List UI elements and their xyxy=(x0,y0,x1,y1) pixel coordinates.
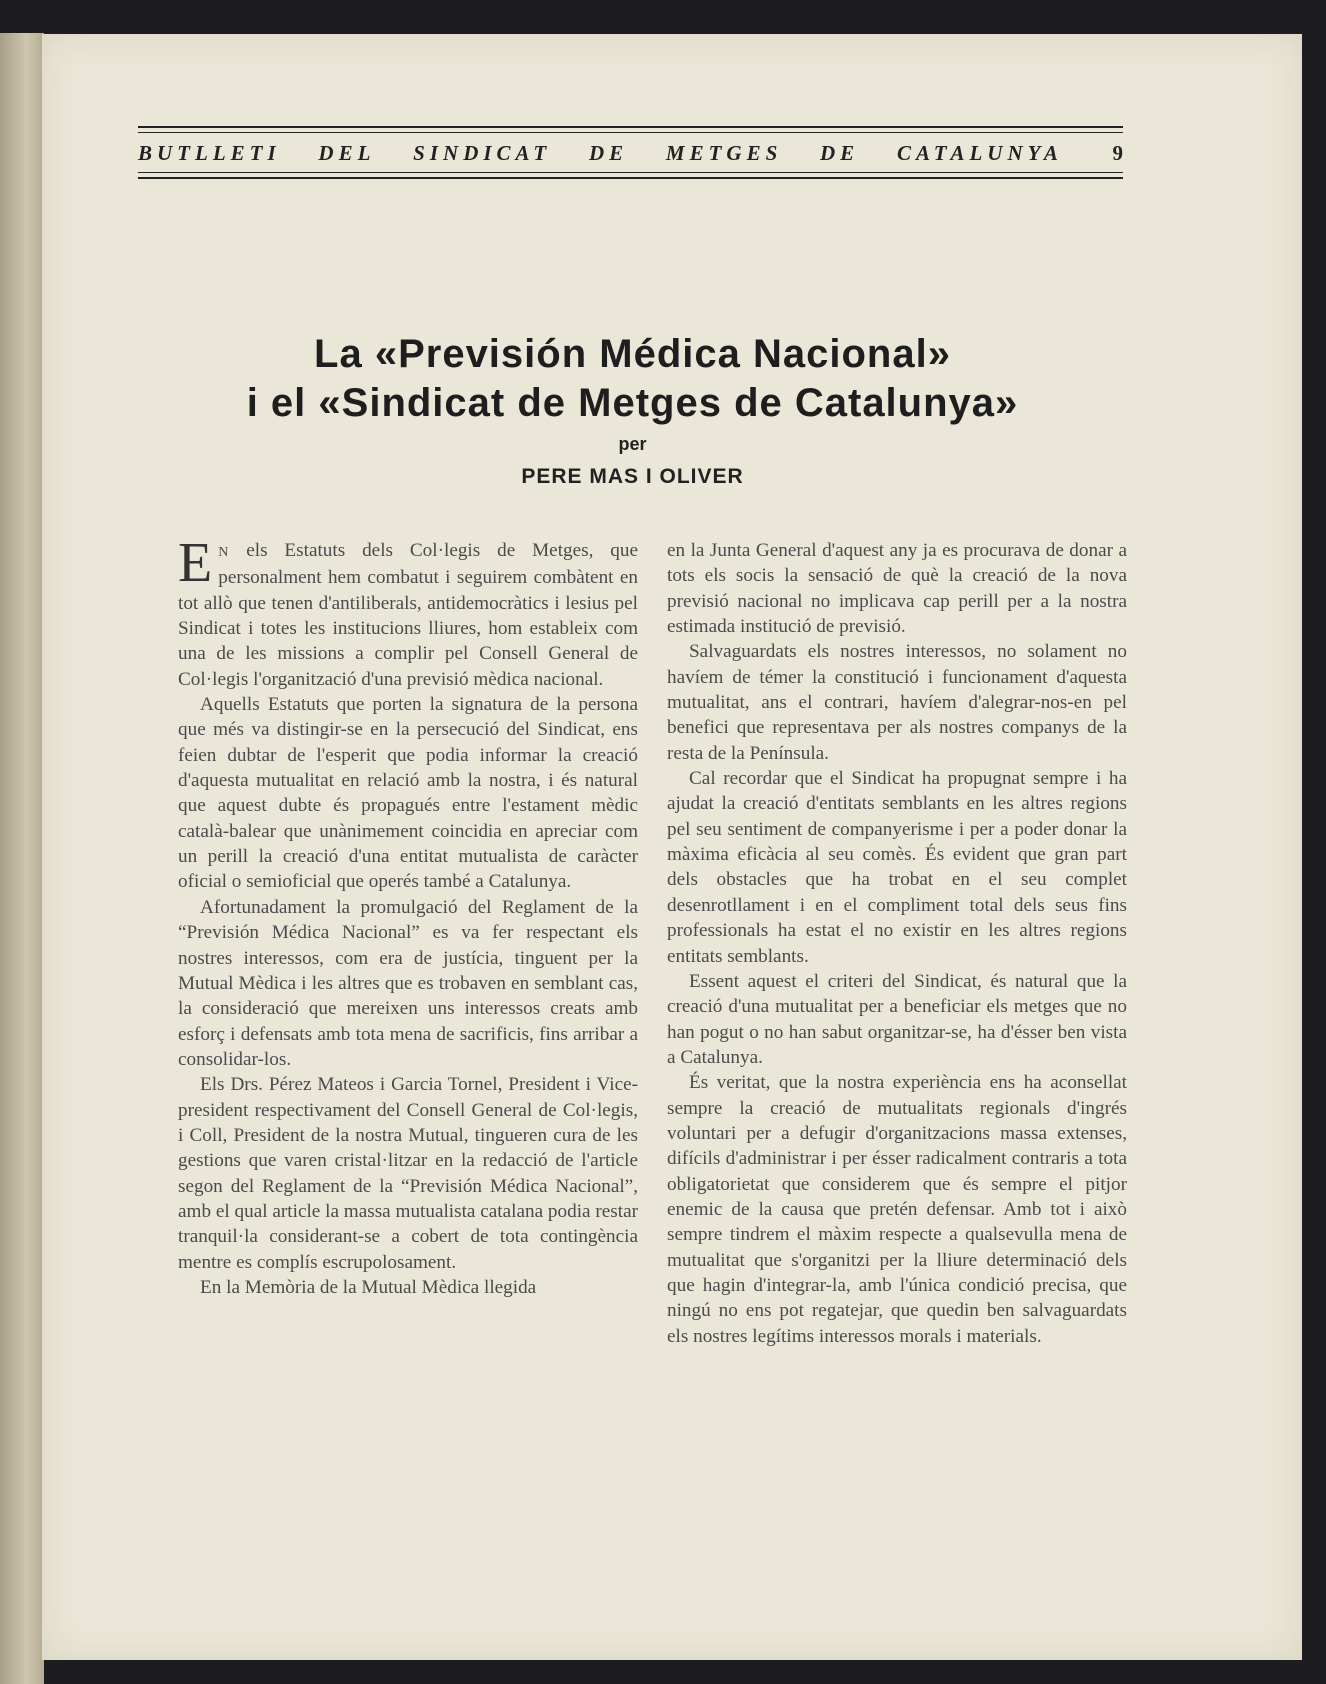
byline-per: per xyxy=(618,434,647,454)
paragraph: És veritat, que la nostra experiència ens ha aconsellat sempre la creació de mutualitats regionals d'ingrés voluntari per a defugir d'organitzacions massa extenses, difícils d'administrar i per ésser radicalment contraris a tota obligatorietat que considerem que és sempre el pitjor enemic de la causa que pretén defensar. Amb tot i això sempre tindrem el màxim respecte a qualsevulla mena de mutualitat que s'organitzi per la lliure determinació dels que hagin d'integrar-la, amb l'única condició precisa, que ningú no ens pot regatejar, que quedin ben salvaguardats els nostres legítims interessos morals i materials. xyxy=(667,1072,1127,1347)
paragraph: en la Junta General d'aquest any ja es procurava de donar a tots els socis la sensació de què la creació de la nova previsió nacional no implicava cap perill per a la nostra estimada institució de previsió. xyxy=(667,540,1127,638)
journal-word: DEL xyxy=(318,140,376,165)
paragraph: Cal recordar que el Sindicat ha propugnat sempre i ha ajudat la creació d'entitats semblants en les altres regions pel seu sentiment de companyerisme i per a poder donar la màxima eficàcia al seu comès. És evident que gran part dels obstacles que ha trobat en el seu complet desenrotllament i en el compliment total dels seus fins professionals ha estat el no existir en les altres regions entitats semblants. xyxy=(667,768,1127,967)
left-column xyxy=(178,532,638,1300)
paragraph: Aquells Estatuts que porten la signatura de la persona que més va distingir-se en la persecució del Sindicat, ens feien dubtar de l'esperit que podia informar la creació d'aquesta mutualitat en relació amb la nostra, i és natural que aquest dubte és propagués entre l'estament mèdic català-balear que unànimement coincidia en apreciar com un perill la creació d'una entitat mutualista de caràcter oficial o semioficial que operés també a Catalunya. xyxy=(178,694,638,893)
author-name: PERE MAS I OLIVER xyxy=(521,465,744,488)
paragraph xyxy=(178,532,638,692)
journal-word: BUTLLETI xyxy=(138,140,281,165)
page-number: 9 xyxy=(1112,140,1123,165)
header-rule-bottom-thin xyxy=(138,172,1123,173)
journal-word: DE xyxy=(588,140,629,165)
article-title-line-1: La «Previsión Médica Nacional» xyxy=(314,332,951,376)
drop-cap: E xyxy=(178,532,213,594)
header-rule-top xyxy=(138,126,1123,128)
running-head xyxy=(138,138,1123,168)
paragraph: Salvaguardats els nostres interessos, no solament no havíem de témer la constitució i funcionament d'aquesta mutualitat, ans el contrari, havíem d'alegrar-nos-en pel benefici que representava per als nostres companys de la resta de la Península. xyxy=(667,641,1127,764)
facing-page-edge xyxy=(0,33,44,1684)
header-rule-bottom xyxy=(138,177,1123,179)
paragraph: Afortunadament la promulgació del Reglament de la “Previsión Médica Nacional” es va fer respectant els nostres interessos, com era de justícia, tinguent per la Mutual Mèdica i les altres que es trobaven en semblant cas, la consideració que mereixen uns interessos creats amb esforç i defensats amb tota mena de sacrificis, fins arribar a consolidar-los. xyxy=(178,896,638,1070)
journal-word: SINDICAT xyxy=(413,140,552,165)
header-rule-top-thin xyxy=(138,132,1123,133)
journal-word: METGES xyxy=(665,140,783,165)
small-caps-start: N xyxy=(218,545,230,560)
article-title-line-2: i el «Sindicat de Metges de Catalunya» xyxy=(246,381,1019,425)
paragraph: En la Memòria de la Mutual Mèdica llegida xyxy=(200,1276,537,1298)
journal-word: CATALUNYA xyxy=(896,140,1063,165)
right-column xyxy=(667,538,1127,1349)
paragraph: Els Drs. Pérez Mateos i Garcia Tornel, President i Vice-president respectivament del Consell General de Col·legis, i Coll, President de la nostra Mutual, tingueren cura de les gestions que varen cristal·litzar en la redacció de l'article segon del Reglament de la “Previsión Médica Nacional”, amb el qual article la massa mutualista catalana podia restar tranquil·la considerant-se a cobert de tota contingència mentre es complís escrupolosament. xyxy=(178,1074,638,1273)
paragraph: Essent aquest el criteri del Sindicat, és natural que la creació d'una mutualitat per a beneficiar els metges que no han pogut o no han sabut organitzar-se, ha d'ésser ben vista a Catalunya. xyxy=(667,970,1127,1068)
paragraph-text: els Estatuts dels Col·legis de Metges, que personalment hem combatut i seguirem combàtent en tot allò que tenen d'antiliberals, antidemocràtics i lesius pel Sindicat i totes les institucions lliures, hom estableix com una de les missions a complir pel Consell General de Col·legis l'organització d'una previsió mèdica nacional. xyxy=(178,540,638,690)
journal-name xyxy=(138,141,1103,166)
journal-word: DE xyxy=(820,140,860,165)
